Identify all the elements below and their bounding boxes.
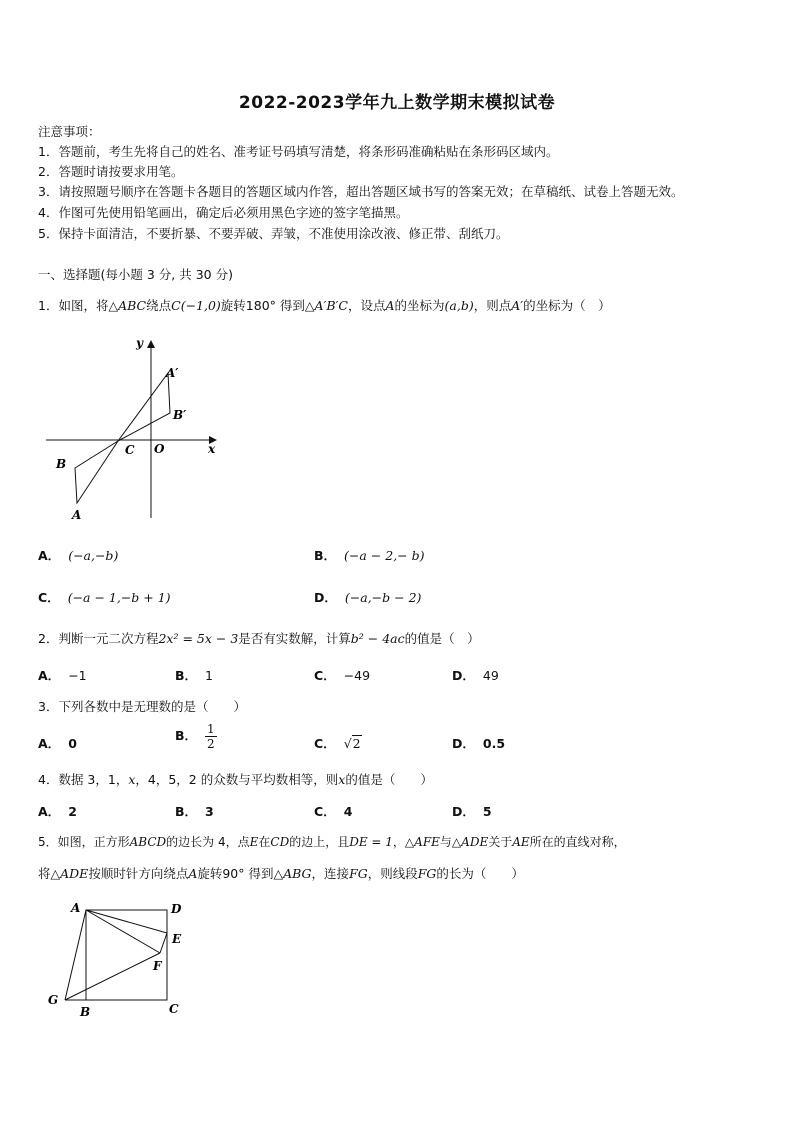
point-d-label: D <box>171 902 182 916</box>
point-g-label: G <box>48 993 59 1007</box>
point-a-label: A <box>71 901 81 915</box>
section-heading: 一、选择题(每小题 3 分, 共 30 分) <box>38 267 233 282</box>
question-4-stem: 4．数据 3，1，x，4，5，2 的众数与平均数相等，则x的值是（ ） <box>38 772 433 787</box>
origin-label: O <box>154 442 165 456</box>
q3-option-d[interactable]: D． 0.5 <box>452 736 506 751</box>
notice-item-3: 3．请按照题号顺序在答题卡各题目的答题区域内作答，超出答题区域书写的答案无效；在草稿纸、试卷上答题无效。 <box>38 184 684 199</box>
q1-option-a[interactable]: A． (−a,−b) <box>38 548 119 563</box>
point-f-label: F <box>153 959 162 973</box>
q3-option-b[interactable]: B． $\frac{1}{2}$ <box>175 722 215 751</box>
point-b-prime-label: B′ <box>173 408 187 422</box>
notice-heading: 注意事项： <box>38 124 101 139</box>
q2-option-b[interactable]: B． 1 <box>175 668 213 683</box>
point-a-prime-label: A′ <box>166 366 179 380</box>
x-axis-label: x <box>208 442 216 456</box>
point-b-label: B <box>80 1005 91 1019</box>
question-3-stem: 3．下列各数中是无理数的是（ ） <box>38 699 246 714</box>
triangle-abc <box>75 441 118 503</box>
segment-fg <box>65 953 160 1000</box>
notice-item-5: 5．保持卡面清洁，不要折暴、不要弄破、弄皱，不准使用涂改液、修正带、刮纸刀。 <box>38 226 509 241</box>
question-1-figure <box>40 335 230 525</box>
q4-option-b[interactable]: B． 3 <box>175 804 214 819</box>
q2-option-d[interactable]: D． 49 <box>452 668 499 683</box>
q1-option-b[interactable]: B． (−a − 2,− b) <box>314 548 425 563</box>
question-5-stem-line-1: 5．如图，正方形ABCD的边长为 4，点E在CD的边上，且DE = 1，△AFE与△ADE关于AE所在的直线对称， <box>38 835 626 849</box>
triangle-a2b2c <box>118 373 170 441</box>
q3-option-c[interactable]: C． √2 <box>314 736 361 751</box>
fraction: $\frac{1}{2}$ <box>207 722 215 751</box>
q1-option-c[interactable]: C． (−a − 1,−b + 1) <box>38 590 171 605</box>
q1-option-d[interactable]: D． (−a,−b − 2) <box>314 590 422 605</box>
segment-ag <box>65 910 86 1000</box>
question-1-stem: 1．如图，将△ABC绕点C(−1,0)旋转180° 得到△A′B′C，设点A的坐标为(a,b)，则点A′的坐标为（ ） <box>38 298 611 313</box>
square-root: √2 <box>343 736 361 751</box>
segment-af <box>86 910 160 953</box>
notice-item-4: 4．作图可先使用铅笔画出，确定后必须用黑色字迹的签字笔描黑。 <box>38 205 409 220</box>
q3-option-a[interactable]: A． 0 <box>38 736 77 751</box>
y-axis-label: y <box>136 336 143 350</box>
q4-option-c[interactable]: C． 4 <box>314 804 353 819</box>
question-5-figure <box>40 895 200 1030</box>
question-5-stem-line-2: 将△ADE按顺时针方向绕点A旋转90° 得到△ABG，连接FG，则线段FG的长为（ ） <box>38 866 524 881</box>
notice-item-2: 2．答题时请按要求用笔。 <box>38 164 184 179</box>
question-2-stem: 2．判断一元二次方程2x² = 5x − 3是否有实数解，计算b² − 4ac的值是（ ） <box>38 631 480 646</box>
q4-option-a[interactable]: A． 2 <box>38 804 77 819</box>
point-a-label: A <box>72 508 82 522</box>
page-title: 2022-2023学年九上数学期末模拟试卷 <box>238 93 556 113</box>
point-e-label: E <box>172 932 182 946</box>
point-c-label: C <box>169 1002 179 1016</box>
segment-ef <box>160 933 167 953</box>
point-b-label: B <box>56 457 67 471</box>
segment-ae <box>86 910 167 933</box>
point-c-label: C <box>125 443 135 457</box>
notice-item-1: 1．答题前，考生先将自己的姓名、准考证号码填写清楚，将条形码准确粘贴在条形码区域内。 <box>38 144 559 159</box>
q4-option-d[interactable]: D． 5 <box>452 804 492 819</box>
q2-option-c[interactable]: C． −49 <box>314 668 371 683</box>
q2-option-a[interactable]: A． −1 <box>38 668 87 683</box>
